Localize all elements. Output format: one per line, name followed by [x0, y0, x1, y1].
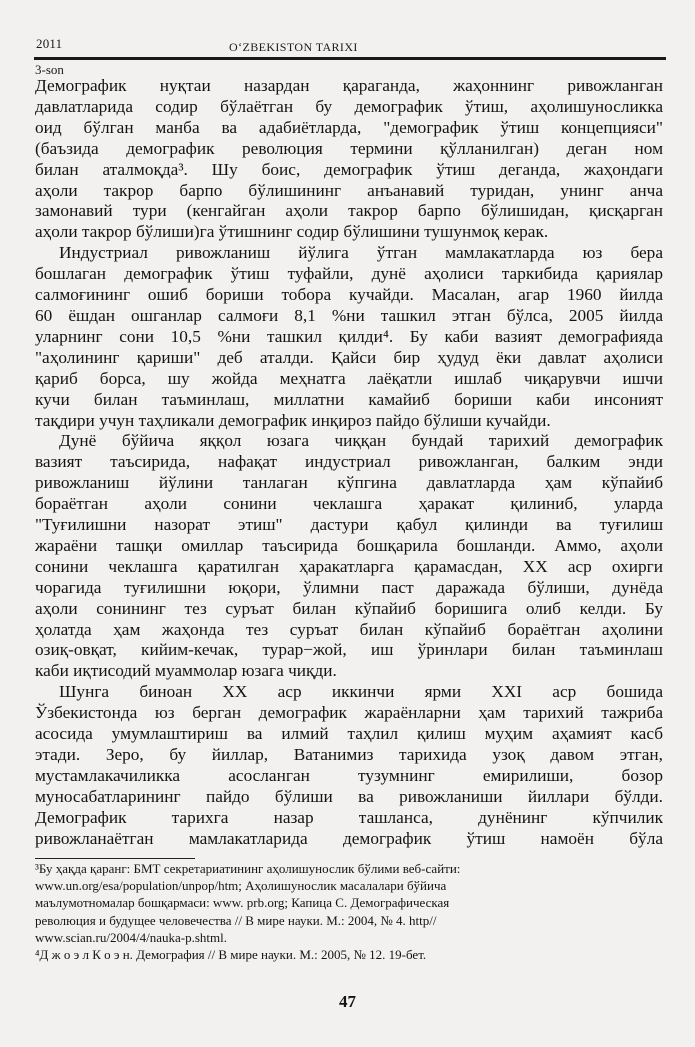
text-line: Шунга биноан XX аср иккинчи ярми XXI аср бошида — [59, 682, 663, 702]
text-line: этади. Зеро, бу йиллар, Ватанимиз тарихида узоқ давом этган, — [35, 745, 663, 764]
footnote-line: www.un.org/esa/population/unpop/htm; Аҳолишунослик масалалари бўйича — [35, 878, 447, 894]
text-line: "аҳолининг қариши" деб аталди. Қайси бир ҳудуд ёки давлат аҳолиси — [35, 347, 663, 367]
text-line: муносабатларининг пайдо бўлиши ва ривожланиши йиллари бўлди. — [35, 786, 663, 806]
text-line: ривожланиш йўлини танлаган кўпгина давлатларда ҳам кўпайиб — [35, 473, 663, 493]
issue-label: 3-son — [35, 62, 64, 77]
text-line: Дунё бўйича яққол юзага чиққан бундай тарихий демографик — [59, 431, 663, 451]
text-line: озиқ-овқат, кийим-кечак, турар−жой, иш ўринлари билан таъминлаш — [35, 640, 663, 660]
text-line: қариб борса, шу жойда меҳнатга лаёқатли ишлаб чиқарувчи ишчи — [35, 368, 663, 388]
text-line: Ўзбекистонда юз берган демографик жараёнларни ҳам тарихий тажриба — [35, 703, 663, 723]
text-line: каби иқтисодий муаммолар юзага чиқди. — [35, 661, 337, 681]
text-line: мустамлакачиликка асосланган тузумнинг емирилиши, бозор — [35, 765, 663, 785]
footnote-line: маълумотномалар бошқармаси: www. prb.org; Капица С. Демографическая — [35, 895, 450, 911]
text-line: кучи билан таъминлаш, миллатни камайиб бориши каби инсоният — [35, 389, 663, 409]
text-line: аҳоли сонининг тез суръат билан кўпайиб боришига олиб келди. Бу — [35, 598, 663, 618]
running-header — [34, 34, 666, 60]
text-line: бораётган аҳоли сонини чеклашга ҳаракат қилиниб, уларда — [35, 494, 663, 514]
text-line: асосида умумлаштириш ва илмий таҳлил қилиш муҳим аҳамият касб — [35, 724, 663, 744]
text-line: уларнинг сони 10,5 %ни ташкил қилди⁴. Бу каби вазият демографияда — [35, 326, 663, 346]
text-line: оид бўлган манба ва адабиётларда, "демографик ўтиш концепцияси" — [35, 117, 663, 137]
text-line: Индустриал ривожланиш йўлига ўтган мамлакатларда юз бера — [59, 243, 663, 263]
header-year: 2011 — [36, 36, 63, 51]
text-line: бошлаган демографик ўтиш туфайли, дунё аҳолиси таркибида қариялар — [35, 264, 663, 284]
text-line: ривожланаётган мамлакатларида демографик ўтиш намоён бўла — [35, 828, 663, 848]
text-line: жараёни ташқи омиллар таъсирида бошқарила бошланди. Аммо, аҳоли — [35, 535, 663, 555]
text-line: сонини чеклашга қаратилган ҳаракатларга қарамасдан, XX аср охирги — [35, 556, 663, 576]
footnote-line: революция и будущее человечества // В мире науки. М.: 2004, № 4. http// — [35, 912, 437, 928]
footnotes — [35, 860, 600, 963]
text-line: тақдири учун таҳликали демографик инқироз пайдо бўлиши кучайди. — [35, 410, 551, 430]
text-line: Демографик тарихга назар ташланса, дунёнинг кўпчилик — [35, 807, 663, 827]
text-line: аҳоли такрор барпо бўлишининг анъанавий туридан, унинг анча — [35, 180, 663, 200]
header-rule — [34, 57, 666, 60]
body-text — [35, 76, 663, 850]
text-line: салмоғининг ошиб бориши тобора кучайди. Масалан, агар 1960 йилда — [35, 285, 663, 305]
footnote-line: www.scian.ru/2004/4/nauka-p.shtml. — [35, 929, 227, 945]
text-line: давлатларида содир бўлаётган бу демографик ўтиш, аҳолишуносликка — [35, 96, 663, 116]
text-line: "Туғилишни назорат этиш" дастури қабул қилинди ва туғилиш — [35, 515, 663, 535]
footnote-line: ⁴Д ж о э л К о э н. Демография // В мире науки. М.: 2005, № 12. 19-бет. — [35, 947, 427, 963]
text-line: аҳоли такрор бўлиши)га ўтишнинг содир бўлишини тушунмоқ керак. — [35, 222, 549, 242]
text-line: вазият таъсирида, нафақат индустриал ривожланган, балким энди — [35, 452, 663, 472]
text-line: (баъзида демографик революция термини қўлланилган) деган ном — [35, 138, 663, 158]
footnote-line: ³Бу ҳақда қаранг: БМТ секретариатининг аҳолишунослик бўлими веб-сайти: — [35, 861, 461, 876]
text-line: 60 ёшдан ошганлар салмоғи 8,1 %ни ташкил этган бўлса, 2005 йилда — [35, 305, 663, 325]
text-line: Демографик нуқтаи назардан қараганда, жаҳоннинг ривожланган — [35, 76, 663, 95]
text-line: билан аталмоқда³. Шу боис, демографик ўтиш деганда, жаҳондаги — [35, 159, 663, 179]
text-line: ҳолатда ҳам жаҳонда тез суръат билан кўпайиб бораётган аҳолини — [35, 619, 663, 639]
text-line: чорагида туғилишни юқори, ўлимни паст даражада бўлиши, дунёда — [35, 577, 663, 597]
footnote-rule — [35, 858, 195, 859]
text-line: замонавий тури (кенгайган аҳоли такрор барпо бўлишидан, қисқарган — [35, 201, 663, 221]
header-journal-title: O‘ZBEKISTON TARIXI — [229, 40, 358, 54]
page-number: 47 — [339, 992, 356, 1011]
